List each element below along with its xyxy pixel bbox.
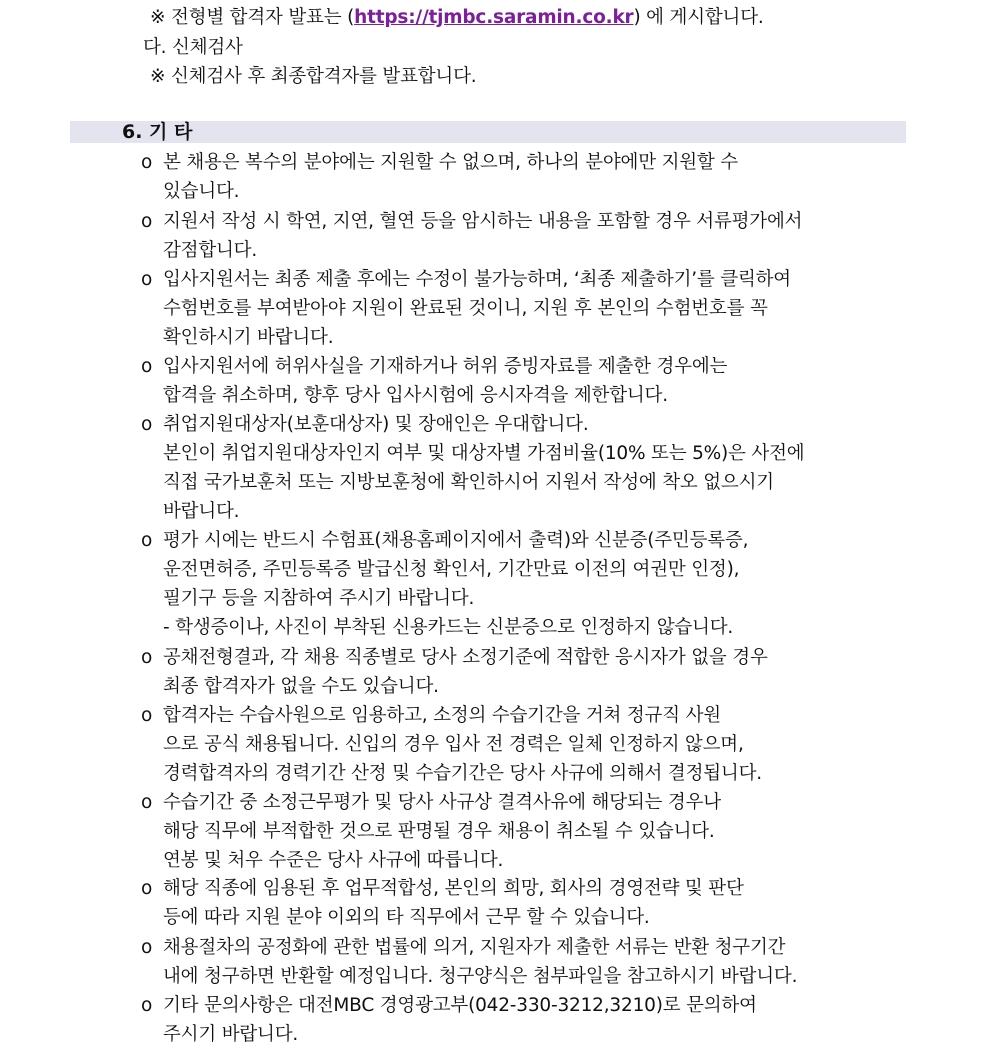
section-heading-bar <box>70 121 906 143</box>
list-item-first-line <box>141 993 757 1019</box>
list-item-first-line <box>141 935 785 961</box>
list-item-text: 해당 직종에 임용된 후 업무적합성, 본인의 희망, 회사의 경영전략 및 판단 <box>163 878 744 899</box>
list-item-text: 평가 시에는 반드시 수험표(채용홈페이지에서 출력)와 신분증(주민등록증, <box>163 530 749 551</box>
bullet-marker: o <box>141 647 153 668</box>
list-item-first-line <box>141 354 727 380</box>
list-item-text: 취업지원대상자(보훈대상자) 및 장애인은 우대합니다. <box>163 414 589 435</box>
list-item-continuation-line: 등에 따라 지원 분야 이외의 타 직무에서 근무 할 수 있습니다. <box>163 907 650 928</box>
list-item-continuation-line: 운전면허증, 주민등록증 발급신청 확인서, 기간만료 이전의 여권만 인정), <box>163 559 740 580</box>
bullet-marker: o <box>141 530 153 551</box>
list-item-first-line <box>141 267 791 293</box>
list-item-text: 지원서 작성 시 학연, 지연, 혈연 등을 암시하는 내용을 포함할 경우 서류평가에서 <box>163 211 803 232</box>
list-item-first-line <box>141 790 721 816</box>
physical-exam-note: ※ 신체검사 후 최종합격자를 발표합니다. <box>150 66 477 87</box>
list-item-continuation-line: 확인하시기 바랍니다. <box>163 327 334 348</box>
list-item-first-line <box>141 150 738 176</box>
list-item-text: 합격자는 수습사원으로 임용하고, 소정의 수습기간을 거쳐 정규직 사원 <box>163 705 721 726</box>
results-notice-prefix: ※ 전형별 합격자 발표는 ( <box>150 7 355 28</box>
section-heading: 6. 기 타 <box>122 121 193 143</box>
list-item-text: 수습기간 중 소정근무평가 및 당사 사규상 결격사유에 해당되는 경우나 <box>163 792 721 813</box>
list-item-continuation-line: 바랍니다. <box>163 501 240 522</box>
results-notice <box>150 5 764 31</box>
list-item-first-line <box>141 528 748 554</box>
bullet-marker: o <box>141 995 153 1016</box>
list-item-text: 채용절차의 공정화에 관한 법률에 의거, 지원자가 제출한 서류는 반환 청구기간 <box>163 937 786 958</box>
list-item-continuation-line: 합격을 취소하며, 향후 당사 입사시험에 응시자격을 제한합니다. <box>163 385 668 406</box>
list-item-text: 입사지원서는 최종 제출 후에는 수정이 불가능하며, ‘최종 제출하기’를 클릭하여 <box>163 269 791 290</box>
list-item-continuation-line: 있습니다. <box>163 181 240 202</box>
list-item-first-line <box>141 645 768 671</box>
list-item-continuation-line: 내에 청구하면 반환할 예정입니다. 청구양식은 첨부파일을 참고하시기 바랍니다. <box>163 966 798 987</box>
list-item-first-line <box>141 876 744 902</box>
list-item-continuation-line: 해당 직무에 부적합한 것으로 판명될 경우 채용이 취소될 수 있습니다. <box>163 821 715 842</box>
bullet-marker: o <box>141 792 153 813</box>
results-notice-suffix: ) 에 게시합니다. <box>633 7 764 28</box>
list-item-continuation-line: 수험번호를 부여받아야 지원이 완료된 것이니, 지원 후 본인의 수험번호를 꼭 <box>163 298 768 319</box>
recruit-site-link[interactable]: https://tjmbc.saramin.co.kr <box>354 7 634 28</box>
bullet-marker: o <box>141 705 153 726</box>
bullet-marker: o <box>141 414 153 435</box>
physical-exam-heading: 다. 신체검사 <box>143 37 243 58</box>
list-item-text: 본 채용은 복수의 분야에는 지원할 수 없으며, 하나의 분야에만 지원할 수 <box>163 152 738 173</box>
list-item-continuation-line: 으로 공식 채용됩니다. 신입의 경우 입사 전 경력은 일체 인정하지 않으며, <box>163 734 744 755</box>
list-item-continuation-line: 연봉 및 처우 수준은 당사 사규에 따릅니다. <box>163 850 504 871</box>
bullet-marker: o <box>141 937 153 958</box>
list-item-continuation-line: 직접 국가보훈처 또는 지방보훈청에 확인하시어 지원서 작성에 착오 없으시기 <box>163 472 774 493</box>
list-item-continuation-line: 경력합격자의 경력기간 산정 및 수습기간은 당사 사규에 의해서 결정됩니다. <box>163 763 762 784</box>
list-item-continuation-line: 본인이 취업지원대상자인지 여부 및 대상자별 가점비율(10% 또는 5%)은 사전에 <box>163 443 805 464</box>
list-item-continuation-line: 최종 합격자가 없을 수도 있습니다. <box>163 676 439 697</box>
list-item-first-line <box>141 703 721 729</box>
list-item-text: 기타 문의사항은 대전MBC 경영광고부(042-330-3212,3210)로 문의하여 <box>163 995 757 1016</box>
bullet-marker: o <box>141 211 153 232</box>
list-item-text: 입사지원서에 허위사실을 기재하거나 허위 증빙자료를 제출한 경우에는 <box>163 356 728 377</box>
list-item-continuation-line: - 학생증이나, 사진이 부착된 신용카드는 신분증으로 인정하지 않습니다. <box>163 617 734 638</box>
bullet-marker: o <box>141 269 153 290</box>
list-item-first-line <box>141 209 802 235</box>
list-item-text: 공채전형결과, 각 채용 직종별로 당사 소정기준에 적합한 응시자가 없을 경우 <box>163 647 768 668</box>
list-item-continuation-line: 감점합니다. <box>163 240 258 261</box>
list-item-continuation-line: 필기구 등을 지참하여 주시기 바랍니다. <box>163 588 475 609</box>
bullet-marker: o <box>141 878 153 899</box>
list-item-first-line <box>141 412 589 438</box>
bullet-marker: o <box>141 356 153 377</box>
list-item-continuation-line: 주시기 바랍니다. <box>163 1024 299 1045</box>
bullet-marker: o <box>141 152 153 173</box>
